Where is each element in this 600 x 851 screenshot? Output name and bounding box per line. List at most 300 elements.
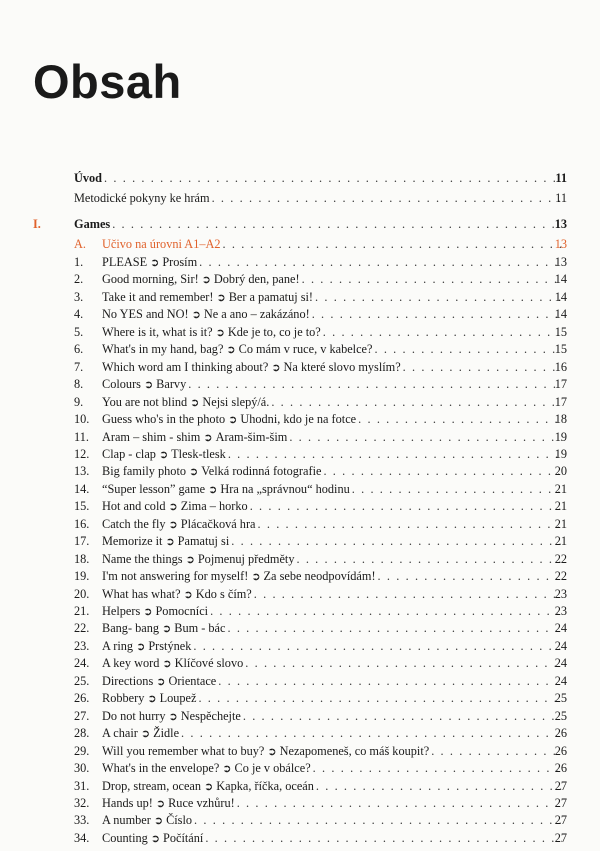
entry-label [102, 760, 564, 777]
entry-title-cz: Nezapomeneš, co máš koupit? [279, 744, 430, 758]
entry-title-cz: Barvy [156, 377, 187, 391]
dot-leader [223, 236, 562, 252]
entry-label [102, 359, 564, 376]
toc-entry [0, 306, 600, 322]
toc-entry [0, 289, 600, 305]
arrow-icon: ➲ [147, 693, 157, 705]
dot-leader [254, 586, 562, 602]
entry-label [102, 446, 564, 463]
entry-title-cz: Prosím [162, 255, 198, 269]
entry-title-cz: Klíčové slovo [174, 656, 244, 670]
entry-label [102, 690, 564, 707]
arrow-icon: ➲ [216, 292, 226, 304]
entry-title [102, 411, 356, 428]
entry-number: 14. [74, 482, 90, 496]
entry-number: 15. [74, 499, 90, 513]
toc-entry [0, 638, 600, 654]
entry-label [102, 236, 564, 252]
entry-title [102, 830, 203, 847]
page-number: 26 [554, 761, 567, 775]
entry-title: Metodické pokyny ke hrám [74, 191, 210, 205]
arrow-icon: ➲ [267, 746, 277, 758]
page-number: 26 [554, 726, 567, 740]
entry-number: 31. [74, 779, 90, 793]
entry-number: 27. [74, 709, 90, 723]
page-number: 21 [554, 534, 567, 548]
arrow-icon: ➲ [183, 589, 193, 601]
toc-entry [0, 254, 600, 270]
dot-leader [231, 533, 562, 549]
toc-entry [0, 236, 600, 252]
entry-title-en: Big family photo [102, 464, 187, 478]
entry-number: 17. [74, 534, 90, 548]
entry-title-cz: Pojmenuj předměty [197, 552, 295, 566]
entry-label [74, 170, 564, 186]
entry-number: 26. [74, 691, 90, 705]
entry-title-cz: Zima – horko [180, 499, 248, 513]
entry-label [102, 638, 564, 655]
entry-label [102, 516, 564, 533]
entry-title [102, 760, 311, 777]
dot-leader [193, 638, 562, 654]
arrow-icon: ➲ [143, 606, 153, 618]
page-number: 14 [554, 290, 567, 304]
page-number: 27 [554, 796, 567, 810]
arrow-icon: ➲ [204, 781, 214, 793]
entry-number: 3. [74, 290, 84, 304]
dot-leader [312, 306, 562, 322]
entry-number: 32. [74, 796, 90, 810]
dot-leader [181, 725, 562, 741]
entry-title-en: Memorize it [102, 534, 163, 548]
arrow-icon: ➲ [150, 833, 160, 845]
page-number: 18 [554, 412, 567, 426]
entry-title-en: You are not blind [102, 395, 188, 409]
entry-title [102, 376, 186, 393]
arrow-icon: ➲ [162, 623, 172, 635]
entry-label [102, 411, 564, 428]
entry-label [102, 830, 564, 847]
entry-number: 11. [74, 430, 89, 444]
dot-leader [104, 170, 562, 186]
page-number: 27 [554, 831, 567, 845]
page-number: 23 [554, 587, 567, 601]
entry-title [102, 359, 401, 376]
entry-title-cz: Co mám v ruce, v kabelce? [238, 342, 373, 356]
toc-entry [0, 568, 600, 584]
entry-number: 8. [74, 377, 84, 391]
entry-label [74, 190, 564, 206]
entry-title-cz: Uhodni, kdo je na fotce [240, 412, 357, 426]
dot-leader [198, 690, 562, 706]
entry-title-en: Clap - clap [102, 447, 156, 461]
dot-leader [212, 190, 562, 206]
entry-title-cz: Tlesk-tlesk [171, 447, 226, 461]
entry-title [102, 324, 321, 341]
entry-title-en: PLEASE [102, 255, 148, 269]
entry-title-en: Bang- bang [102, 621, 160, 635]
entry-title-cz: Číslo [166, 813, 193, 827]
entry-number: 16. [74, 517, 90, 531]
entry-title-en: Directions [102, 674, 154, 688]
page-title: Obsah [33, 55, 182, 108]
arrow-icon: ➲ [208, 484, 218, 496]
arrow-icon: ➲ [201, 274, 211, 286]
entry-title [102, 271, 300, 288]
page-number: 17 [554, 377, 567, 391]
entry-title-en: A key word [102, 656, 160, 670]
entry-label [102, 620, 564, 637]
entry-number: 28. [74, 726, 90, 740]
entry-title [102, 306, 310, 323]
toc-entry [0, 324, 600, 340]
entry-number: 4. [74, 307, 84, 321]
entry-title [102, 394, 269, 411]
entry-number: 29. [74, 744, 90, 758]
entry-title-en: Hands up! [102, 796, 153, 810]
entry-title-en: Catch the fly [102, 517, 166, 531]
arrow-icon: ➲ [189, 466, 199, 478]
toc-entry [0, 516, 600, 532]
entry-title [102, 429, 287, 446]
entry-title-cz: Bum - bác [174, 621, 226, 635]
arrow-icon: ➲ [143, 379, 154, 391]
entry-title-en: A chair [102, 726, 138, 740]
entry-title-en: Robbery [102, 691, 145, 705]
entry-title [102, 690, 196, 707]
toc-entry [0, 620, 600, 636]
arrow-icon: ➲ [162, 658, 172, 670]
arrow-icon: ➲ [155, 798, 166, 810]
entry-title [102, 463, 321, 480]
arrow-icon: ➲ [150, 257, 160, 269]
arrow-icon: ➲ [222, 763, 232, 775]
entry-title-en: Do not hurry [102, 709, 166, 723]
toc-entry [0, 586, 600, 602]
entry-title-cz: Pomocníci [155, 604, 209, 618]
dot-leader [374, 341, 562, 357]
page-number: 15 [554, 342, 567, 356]
arrow-icon: ➲ [271, 362, 281, 374]
entry-label [102, 324, 564, 341]
entry-title-cz: Kapka, říčka, oceán [216, 779, 314, 793]
entry-label [102, 341, 564, 358]
entry-title-cz: Počítání [163, 831, 204, 845]
toc-entry [0, 498, 600, 514]
entry-title [102, 812, 192, 829]
entry-title-cz: Hra na „správnou“ hodinu [220, 482, 350, 496]
toc-entry [0, 359, 600, 375]
toc-entry [0, 341, 600, 357]
dot-leader [296, 551, 562, 567]
entry-label [102, 254, 564, 271]
arrow-icon: ➲ [203, 432, 213, 444]
entry-title-cz: Nejsi slepý/á. [202, 395, 270, 409]
entry-title [102, 743, 429, 760]
entry-title-cz: Velká rodinná fotografie [201, 464, 322, 478]
entry-label [102, 463, 564, 480]
entry-title [102, 289, 313, 306]
arrow-icon: ➲ [190, 397, 200, 409]
toc-entry [0, 655, 600, 671]
page-number: 11 [555, 171, 567, 185]
entry-title-en: What's in my hand, bag? [102, 342, 224, 356]
entry-number: 24. [74, 656, 90, 670]
toc-entry [0, 778, 600, 794]
page-number: 14 [554, 272, 567, 286]
entry-label [102, 289, 564, 306]
entry-number: 30. [74, 761, 90, 775]
dot-leader [250, 498, 562, 514]
entry-label [74, 216, 564, 232]
entry-label [102, 394, 564, 411]
entry-number: 1. [74, 255, 84, 269]
toc-entry [0, 190, 600, 206]
entry-title-cz: Kde je to, co je to? [227, 325, 321, 339]
toc-entry [0, 394, 600, 410]
toc-entry [0, 411, 600, 427]
entry-title [102, 341, 372, 358]
page-number: 23 [554, 604, 567, 618]
entry-number: 6. [74, 342, 84, 356]
dot-leader [378, 568, 562, 584]
page-number: 24 [554, 656, 567, 670]
page-number: 22 [554, 569, 567, 583]
entry-number: 22. [74, 621, 90, 635]
arrow-icon: ➲ [226, 344, 236, 356]
dot-leader [302, 271, 562, 287]
dot-leader [237, 795, 562, 811]
entry-number: 9. [74, 395, 84, 409]
arrow-icon: ➲ [168, 519, 178, 531]
entry-label [102, 271, 564, 288]
entry-title [102, 481, 350, 498]
dot-leader [194, 812, 562, 828]
entry-title-en: Take it and remember! [102, 290, 214, 304]
entry-number: 18. [74, 552, 90, 566]
entry-label [102, 498, 564, 515]
entry-title-cz: Aram-šim-šim [215, 430, 288, 444]
arrow-icon: ➲ [168, 711, 178, 723]
entry-title [102, 568, 376, 585]
page-number: 24 [554, 621, 567, 635]
entry-title [102, 673, 216, 690]
dot-leader [323, 324, 562, 340]
entry-title [102, 603, 208, 620]
page-number: 15 [554, 325, 567, 339]
entry-title-cz: Na které slovo myslím? [283, 360, 401, 374]
entry-title-en: No YES and NO! [102, 307, 189, 321]
dot-leader [271, 394, 562, 410]
entry-number: 12. [74, 447, 90, 461]
entry-title-en: Where is it, what is it? [102, 325, 213, 339]
arrow-icon: ➲ [158, 449, 169, 461]
entry-label [102, 655, 564, 672]
section-number: I. [33, 217, 41, 231]
dot-leader [205, 830, 562, 846]
entry-label [102, 743, 564, 760]
dot-leader [352, 481, 562, 497]
entry-title [102, 708, 241, 725]
toc-entry [0, 481, 600, 497]
entry-label [102, 812, 564, 829]
toc-entry [0, 429, 600, 445]
entry-number: 7. [74, 360, 84, 374]
entry-title-cz: Židle [153, 726, 180, 740]
entry-number: 10. [74, 412, 90, 426]
page-number: 13 [554, 255, 567, 269]
entry-title-cz: Prstýnek [148, 639, 192, 653]
entry-number: 21. [74, 604, 90, 618]
toc-entry [0, 743, 600, 759]
entry-title-cz: Ne a ano – zakázáno! [203, 307, 310, 321]
page-number: 13 [554, 217, 567, 231]
entry-title-cz: Ber a pamatuj si! [228, 290, 314, 304]
page-number: 21 [554, 499, 567, 513]
entry-title [102, 795, 235, 812]
arrow-icon: ➲ [140, 728, 151, 740]
entry-number: 5. [74, 325, 84, 339]
toc-entry [0, 760, 600, 776]
entry-title-cz: Ruce vzhůru! [168, 796, 235, 810]
dot-leader [227, 620, 562, 636]
entry-title-en: Which word am I thinking about? [102, 360, 269, 374]
entry-title-en: Will you remember what to buy? [102, 744, 265, 758]
arrow-icon: ➲ [165, 536, 175, 548]
entry-title [102, 725, 179, 742]
entry-title-cz: Nespěchejte [180, 709, 241, 723]
entry-label [102, 481, 564, 498]
entry-number: 20. [74, 587, 90, 601]
dot-leader [112, 216, 562, 232]
entry-title-en: Hot and cold [102, 499, 166, 513]
entry-title-en: What's in the envelope? [102, 761, 220, 775]
arrow-icon: ➲ [153, 815, 164, 827]
arrow-icon: ➲ [185, 554, 195, 566]
page-number: 25 [554, 691, 567, 705]
entry-title-en: Colours [102, 377, 141, 391]
toc-entry [0, 708, 600, 724]
dot-leader [316, 778, 562, 794]
entry-label [102, 795, 564, 812]
page-number: 17 [554, 395, 567, 409]
entry-label [102, 725, 564, 742]
entry-label [102, 603, 564, 620]
page-number: 22 [554, 552, 567, 566]
entry-label [102, 306, 564, 323]
page-number: 27 [554, 813, 567, 827]
dot-leader [228, 446, 562, 462]
entry-title-cz: Dobrý den, pane! [213, 272, 300, 286]
page-number: 19 [554, 430, 567, 444]
entry-number: 19. [74, 569, 90, 583]
dot-leader [258, 516, 562, 532]
entry-number: 34. [74, 831, 90, 845]
page-number: 20 [554, 464, 567, 478]
entry-title-en: “Super lesson” game [102, 482, 206, 496]
dot-leader [313, 760, 562, 776]
page-number: 21 [554, 482, 567, 496]
page-number: 11 [555, 191, 567, 205]
entry-title [102, 638, 191, 655]
toc-entry [0, 725, 600, 741]
entry-title-cz: Plácačková hra [180, 517, 256, 531]
dot-leader [188, 376, 562, 392]
entry-label [102, 586, 564, 603]
entry-label [102, 708, 564, 725]
entry-title [102, 254, 197, 271]
page-number: 26 [554, 744, 567, 758]
toc-entry [0, 830, 600, 846]
toc-entry [0, 551, 600, 567]
entry-title [102, 498, 248, 515]
entry-title-cz: Co je v obálce? [234, 761, 311, 775]
entry-title-cz: Kdo s čím? [195, 587, 252, 601]
entry-number: 13. [74, 464, 90, 478]
toc-entry [0, 446, 600, 462]
entry-title-en: Good morning, Sir! [102, 272, 199, 286]
page-number: 16 [554, 360, 567, 374]
entry-number: 23. [74, 639, 90, 653]
entry-number: 2. [74, 272, 84, 286]
entry-label [102, 376, 564, 393]
entry-title [102, 586, 252, 603]
arrow-icon: ➲ [251, 571, 261, 583]
entry-title: Games [74, 217, 111, 231]
entry-title-en: A ring [102, 639, 134, 653]
entry-title-en: Helpers [102, 604, 141, 618]
dot-leader [289, 429, 562, 445]
page-number: 24 [554, 674, 567, 688]
entry-title-cz: Orientace [168, 674, 217, 688]
toc-entry [0, 603, 600, 619]
page-number: 13 [554, 237, 567, 251]
toc-entry [0, 795, 600, 811]
entry-title: Učivo na úrovni A1–A2 [102, 237, 221, 251]
entry-title [102, 620, 225, 637]
dot-leader [199, 254, 562, 270]
entry-title-en: A number [102, 813, 151, 827]
entry-title [102, 516, 256, 533]
arrow-icon: ➲ [228, 414, 238, 426]
entry-title-en: Name the things [102, 552, 183, 566]
entry-label [102, 551, 564, 568]
toc-entry [0, 376, 600, 392]
entry-title-en: Counting [102, 831, 148, 845]
toc-entry [0, 170, 600, 186]
toc-entry [0, 533, 600, 549]
toc-entry [0, 216, 600, 232]
page-number: 27 [554, 779, 567, 793]
entry-title-cz: Pamatuj si [177, 534, 230, 548]
page-number: 14 [554, 307, 567, 321]
entry-number: 33. [74, 813, 90, 827]
entry-title: Úvod [74, 171, 103, 185]
toc-entry [0, 463, 600, 479]
page-number: 25 [554, 709, 567, 723]
entry-label [102, 533, 564, 550]
toc-entry [0, 271, 600, 287]
arrow-icon: ➲ [156, 676, 166, 688]
toc-entry [0, 690, 600, 706]
entry-label [102, 568, 564, 585]
entry-title [102, 778, 314, 795]
entry-title-en: Aram – shim - shim [102, 430, 201, 444]
entry-title [102, 551, 294, 568]
entry-title-cz: Loupež [159, 691, 197, 705]
entry-title-en: What has what? [102, 587, 181, 601]
dot-leader [323, 463, 562, 479]
